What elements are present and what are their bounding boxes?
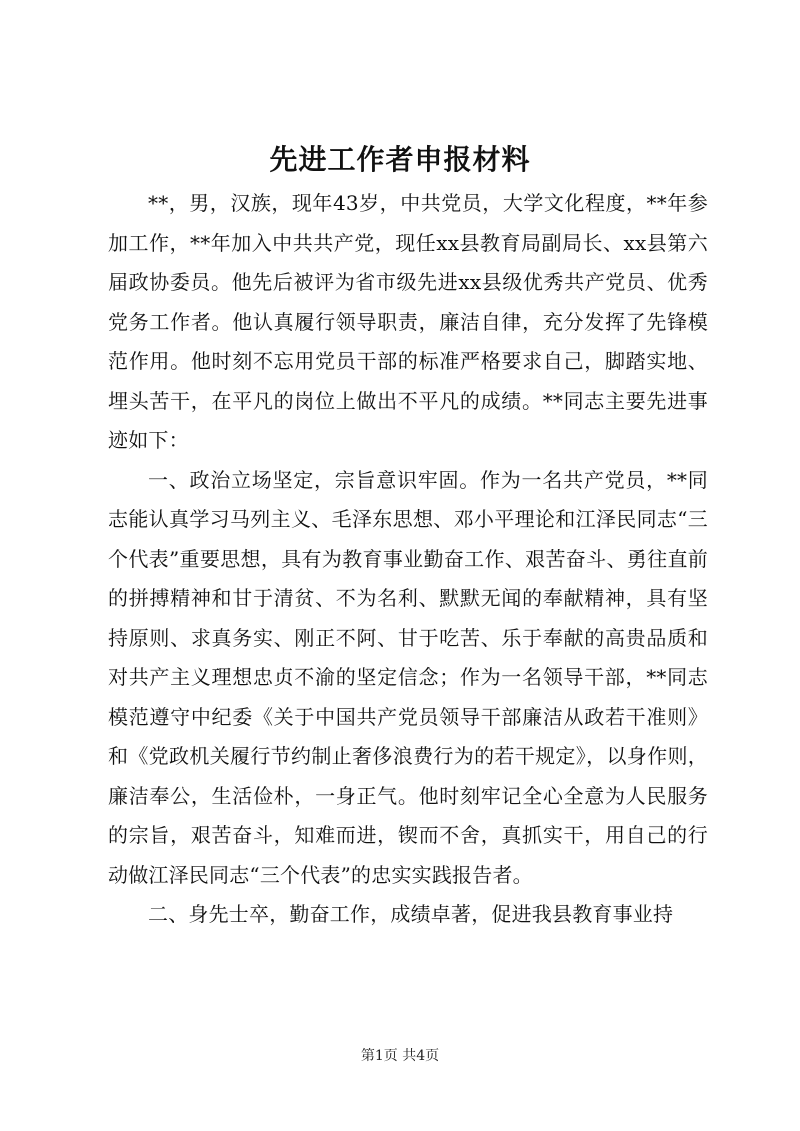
document-title: 先进工作者申报材料 xyxy=(269,143,531,176)
paragraph-intro: **，男，汉族，现年43岁，中共党员，大学文化程度，**年参加工作，**年加入中共共产党，现任xx县教育局副局长、xx县第六届政协委员。他先后被评为省市级先进xx县级优秀共产党员、优秀党务工作者。他认真履行领导职责，廉洁自律，充分发挥了先锋模范作用。他时刻不忘用党员干部的标准严格要求自己，脚踏实地、埋头苦干，在平凡的岗位上做出不平凡的成绩。**同志主要先进事迹如下： xyxy=(108,191,708,452)
paragraph-section-2: 二、身先士卒，勤奋工作，成绩卓著，促进我县教育事业持 xyxy=(148,902,674,926)
page-footer: 第1页 共4页 xyxy=(360,1048,440,1064)
document-body xyxy=(108,184,708,935)
paragraph-section-1: 一、政治立场坚定，宗旨意识牢固。作为一名共产党员，**同志能认真学习马列主义、毛泽东思想、邓小平理论和江泽民同志“三个代表”重要思想，具有为教育事业勤奋工作、艰苦奋斗、勇往直前的拼搏精神和甘于清贫、不为名利、默默无闻的奉献精神，具有坚持原则、求真务实、刚正不阿、甘于吃苦、乐于奉献的高贵品质和对共产主义理想忠贞不渝的坚定信念；作为一名领导干部，**同志模范遵守中纪委《关于中国共产党员领导干部廉洁从政若干准则》和《党政机关履行节约制止奢侈浪费行为的若干规定》，以身作则，廉洁奉公，生活俭朴，一身正气。他时刻牢记全心全意为人民服务的宗旨，艰苦奋斗，知难而进，锲而不舍，真抓实干，用自己的行动做江泽民同志“三个代表”的忠实实践报告者。 xyxy=(108,467,708,887)
